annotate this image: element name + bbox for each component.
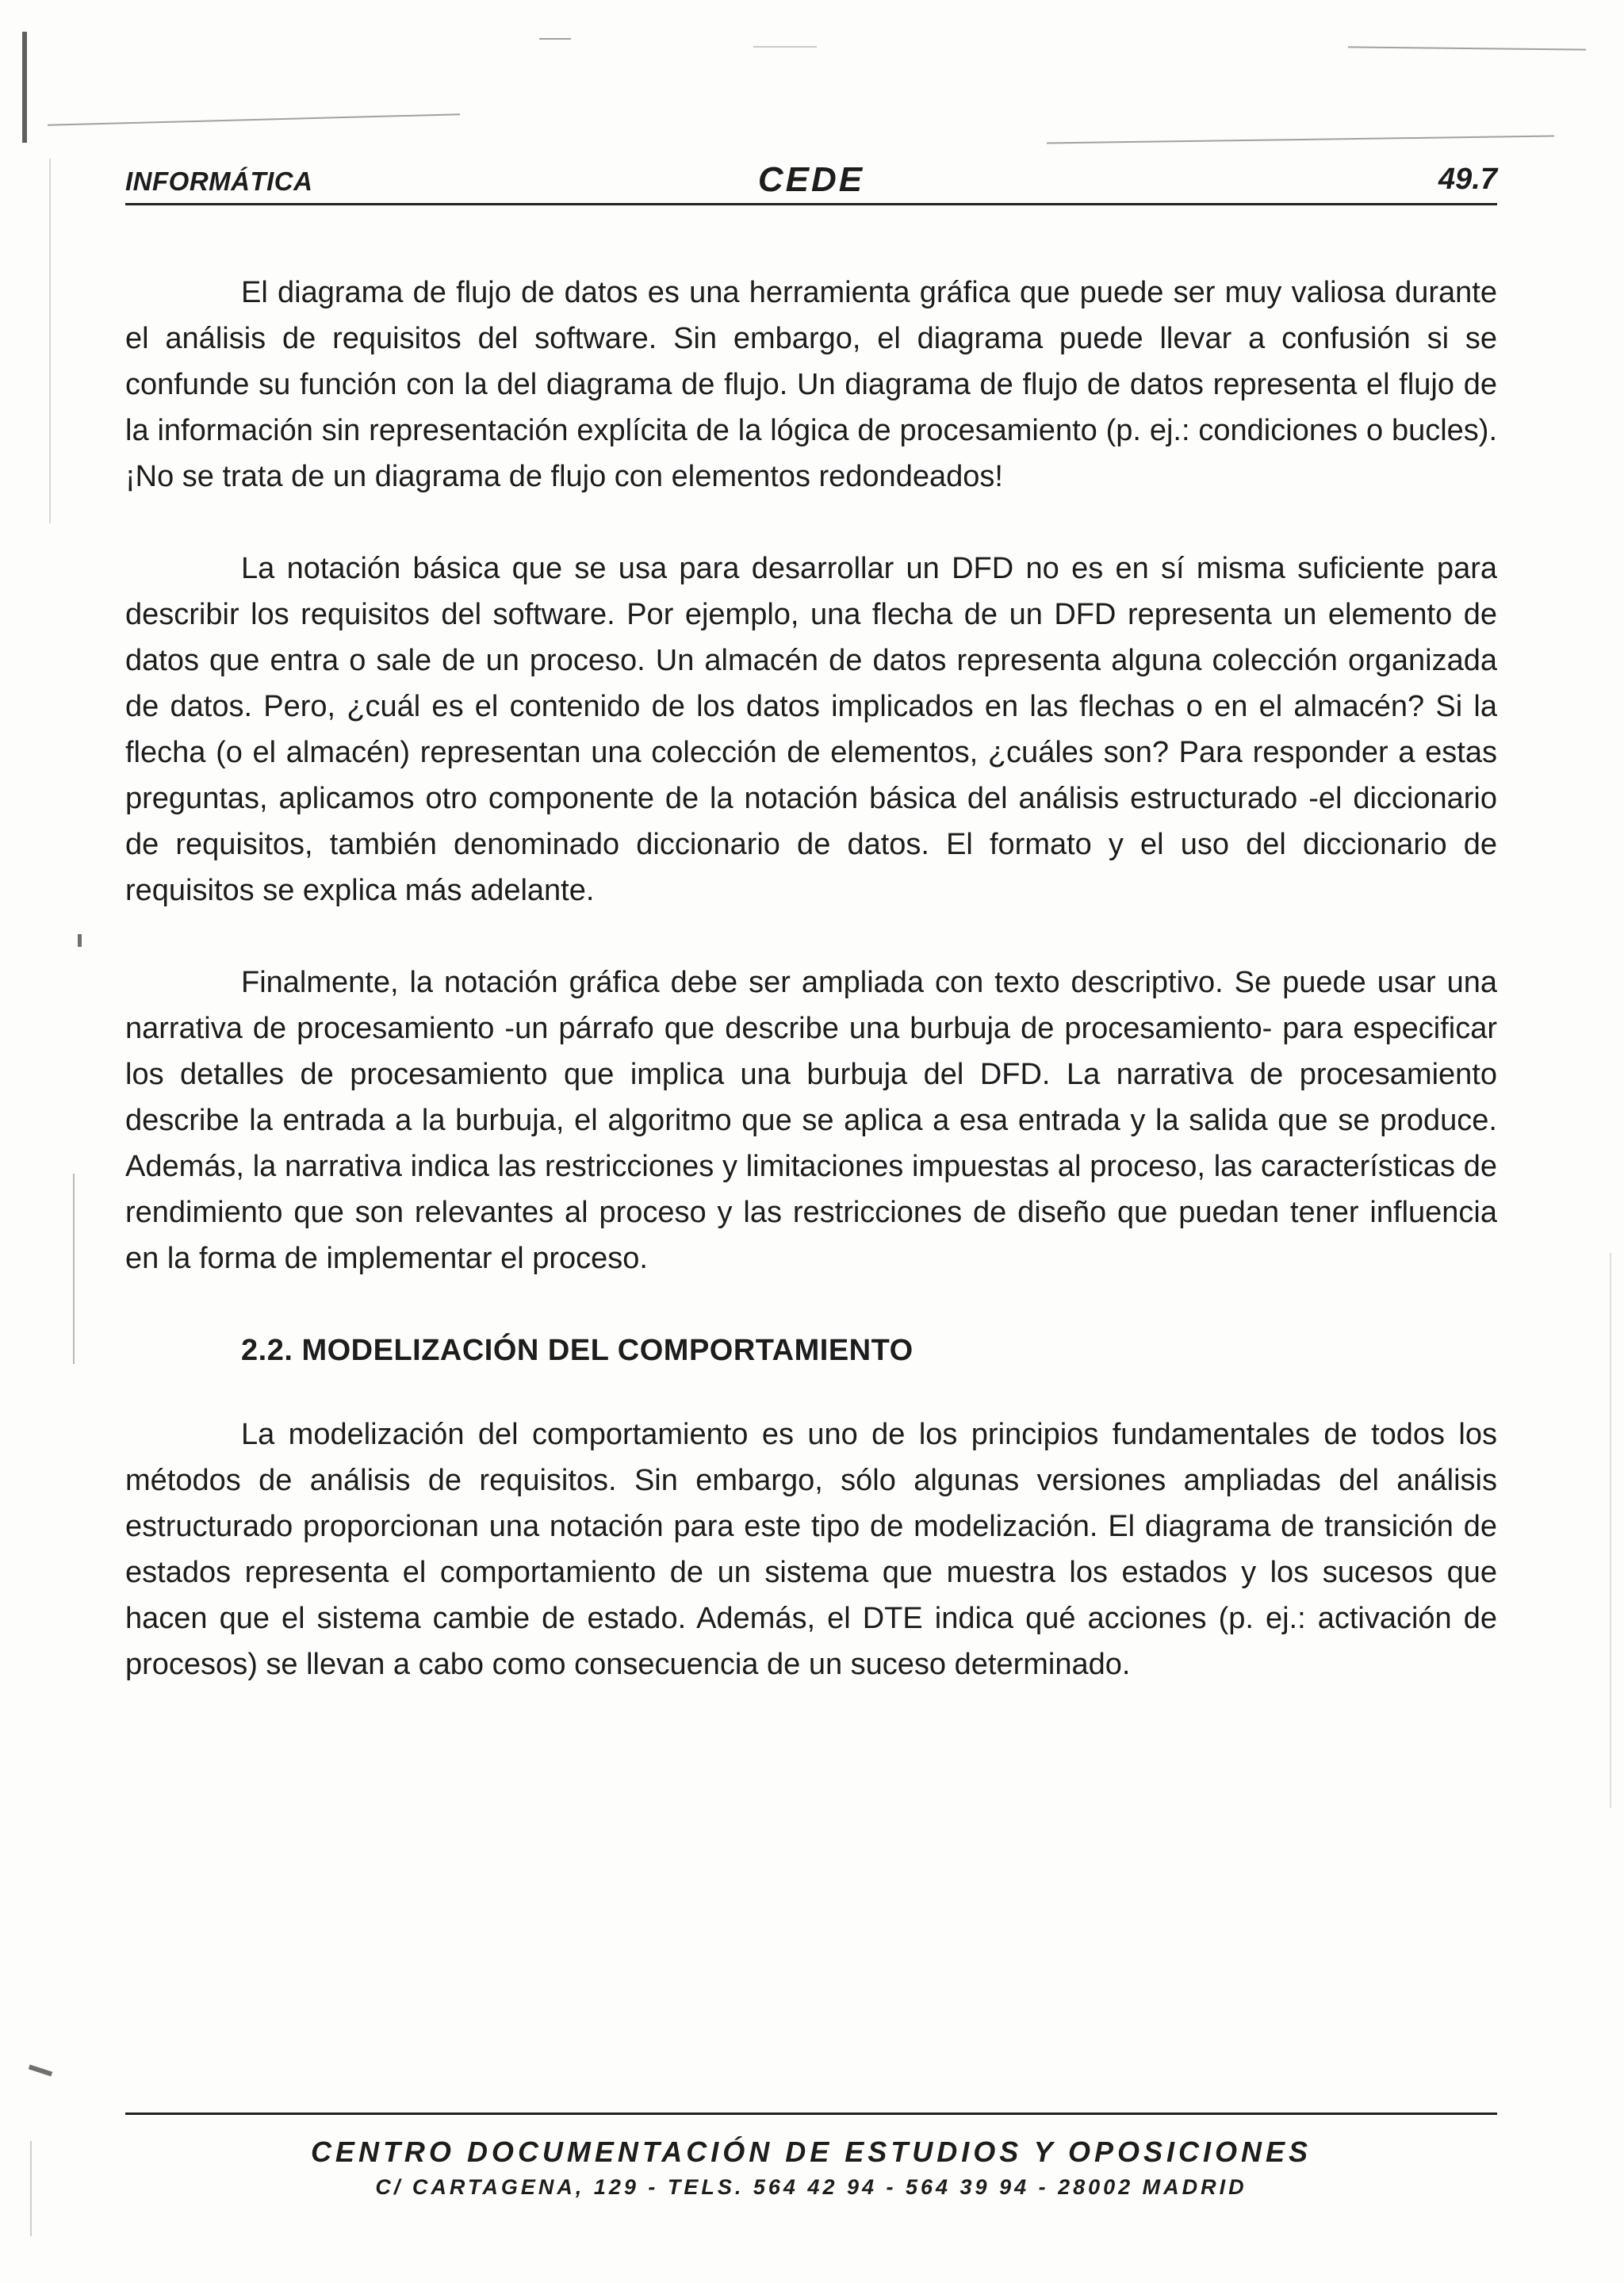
paragraph: La notación básica que se usa para desarrollar un DFD no es en sí misma suficiente para describir los requisitos del software. Por ejemplo, una flecha de un DFD representa un elemento de datos que entra o sale de un proceso. Un almacén de datos representa alguna colección organizada de datos. Pero, ¿cuál es el contenido de los datos implicados en las flechas o en el almacén? Si la flecha (o el almacén) representan una colección de elementos, ¿cuáles son? Para responder a estas preguntas, aplicamos otro componente de la notación básica del análisis estructurado -el diccionario de requisitos, también denominado diccionario de datos. El formato y el uso del diccionario de requisitos se explica más adelante. (125, 552, 1497, 907)
page-footer (125, 2133, 1497, 2203)
scan-artifact (753, 46, 817, 48)
scan-artifact (48, 113, 460, 126)
scan-artifact (29, 2065, 52, 2077)
scan-artifact (1348, 46, 1586, 50)
header-subject: INFORMÁTICA (125, 167, 313, 196)
page-number: 49.7 (1438, 163, 1497, 196)
section-heading: 2.2. MODELIZACIÓN DEL COMPORTAMIENTO (241, 1334, 914, 1367)
page-body (125, 270, 1497, 1733)
footer-organization: CENTRO DOCUMENTACIÓN DE ESTUDIOS Y OPOSICIONES (310, 2136, 1312, 2168)
scan-artifact (49, 159, 51, 523)
scan-artifact (78, 934, 82, 947)
footer-address: C/ CARTAGENA, 129 - TELS. 564 42 94 - 564 39 94 - 28002 MADRID (375, 2175, 1247, 2199)
scan-artifact (1610, 1253, 1611, 1808)
header-logo: CEDE (757, 160, 865, 199)
paragraph: El diagrama de flujo de datos es una herramienta gráfica que puede ser muy valiosa durante el análisis de requisitos del software. Sin embargo, el diagrama puede llevar a confusión si se confunde su función con la del diagrama de flujo. Un diagrama de flujo de datos representa el flujo de la información sin representación explícita de la lógica de procesamiento (p. ej.: condiciones o bucles). ¡No se trata de un diagrama de flujo con elementos redondeados! (125, 276, 1497, 493)
paragraph: Finalmente, la notación gráfica debe ser ampliada con texto descriptivo. Se puede usar una narrativa de procesamiento -un párrafo que describe una burbuja de procesamiento- para especificar los detalles de procesamiento que implica una burbuja del DFD. La narrativa de procesamiento describe la entrada a la burbuja, el algoritmo que se aplica a esa entrada y la salida que se produce. Además, la narrativa indica las restricciones y limitaciones impuestas al proceso, las características de rendimiento que son relevantes al proceso y las restricciones de diseño que puedan tener influencia en la forma de implementar el proceso. (125, 966, 1497, 1275)
scan-artifact (73, 1174, 75, 1364)
scan-artifact (1047, 136, 1554, 144)
scan-artifact (539, 38, 571, 40)
scan-artifact (22, 32, 27, 143)
footer-divider (125, 2113, 1497, 2115)
scan-artifact (30, 2141, 32, 2236)
paragraph: La modelización del comportamiento es uno de los principios fundamentales de todos los métodos de análisis de requisitos. Sin embargo, sólo algunas versiones ampliadas del análisis estructurado proporcionan una notación para este tipo de modelización. El diagrama de transición de estados representa el comportamiento de un sistema que muestra los estados y los sucesos que hacen que el sistema cambie de estado. Además, el DTE indica qué acciones (p. ej.: activación de procesos) se llevan a cabo como consecuencia de un suceso determinado. (125, 1418, 1497, 1681)
page-header (125, 147, 1497, 205)
